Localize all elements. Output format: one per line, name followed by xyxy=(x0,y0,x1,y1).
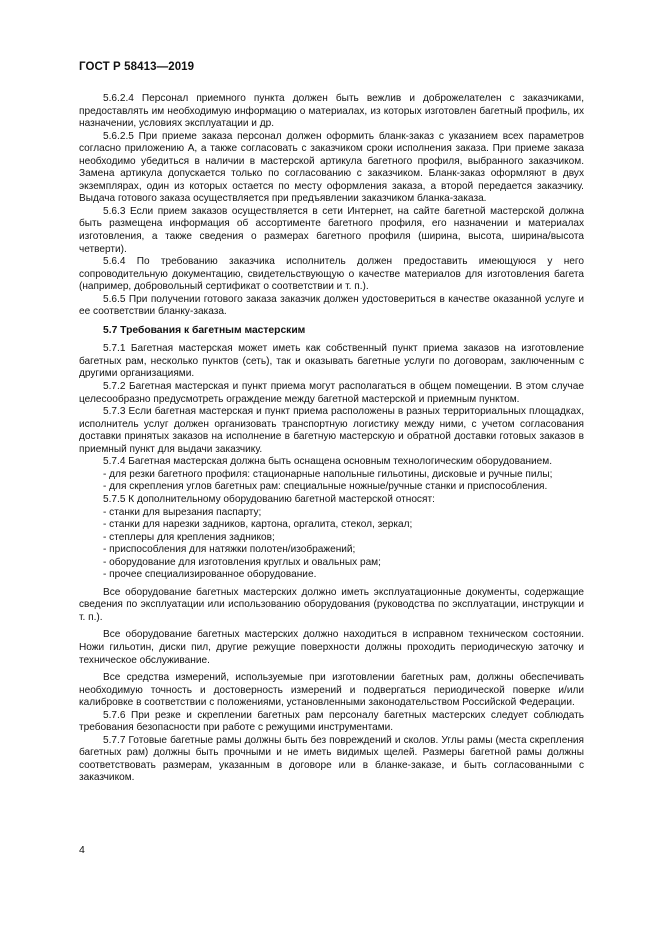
paragraph-5-6-5: 5.6.5 При получении готового заказа заказчик должен удостовериться в качестве оказанной услуге и ее соответствии бланку-заказа. xyxy=(79,293,584,318)
list-item: - станки для вырезания паспарту; xyxy=(103,506,262,518)
paragraph-5-7-6: 5.7.6 При резке и скреплении багетных рам персоналу багетных мастерских следует соблюдать требования безопасности при работе с режущими инструментами. xyxy=(79,709,584,734)
list-item: - для скрепления углов багетных рам: специальные ножные/ручные станки и приспособления. xyxy=(103,481,548,493)
paragraph-equipment-documents: Все оборудование багетных мастерских должно иметь эксплуатационные документы, содержащие сведения по эксплуатации или использованию оборудования (руководства по эксплуатации, инструкции и т. п.). xyxy=(79,586,584,623)
paragraph-5-6-2-5: 5.6.2.5 При приеме заказа персонал должен оформить бланк-заказ с указанием всех параметров согласно приложению А, а также согласовать с заказчиком сроки исполнения заказа. При приеме заказа необходимо убедиться в наличии в мастерской артикула багетного профиля, выбранного заказчиком. Замена артикула допускается только по согласованию с заказчиком. Бланк-заказ оформляют в двух экземплярах, один из которых остается по месту оформления заказа, а второй передается заказчику. Выдача готового заказа осуществляется при предъявлении заказчиком бланка-заказа. xyxy=(79,130,584,205)
section-heading-5-7: 5.7 Требования к багетным мастерским xyxy=(103,324,306,336)
list-item: - прочее специализированное оборудование. xyxy=(103,569,317,581)
paragraph-5-6-3: 5.6.3 Если прием заказов осуществляется в сети Интернет, на сайте багетной мастерской должна быть размещена информация об ассортименте багетного профиля, его назначении и материалах изготовления, а также сведения о размерах багетного профиля (ширина, высота, ширина/высота четверти). xyxy=(79,205,584,255)
list-item: - приспособления для натяжки полотен/изображений; xyxy=(103,544,356,556)
list-item: - для резки багетного профиля: стационарные напольные гильотины, дисковые и ручные пилы; xyxy=(103,468,553,480)
list-item: - оборудование для изготовления круглых и овальных рам; xyxy=(103,556,381,568)
paragraph-5-6-2-4: 5.6.2.4 Персонал приемного пункта должен быть вежлив и доброжелателен с заказчиками, предоставлять им необходимую информацию о материалах, из которых изготовлен багетный профиль, их назначении, условиях эксплуатации и др. xyxy=(79,93,584,130)
paragraph-5-7-4: 5.7.4 Багетная мастерская должна быть оснащена основным технологическим оборудованием. xyxy=(103,456,553,468)
paragraph-5-7-7: 5.7.7 Готовые багетные рамы должны быть без повреждений и сколов. Углы рамы (места скрепления багетных рам) должны быть прочными и не иметь видимых щелей. Размеры багетной рамы должны соответствовать размерам, указанным в договоре или в бланке-заказе, и быть согласованными с заказчиком. xyxy=(79,734,584,784)
paragraph-5-6-4: 5.6.4 По требованию заказчика исполнитель должен предоставить имеющуюся у него сопроводительную документацию, свидетельствующую о качестве материалов для изготовления багета (например, добровольный сертификат о соответствии и т. п.). xyxy=(79,256,584,293)
page-number: 4 xyxy=(79,844,85,856)
paragraph-equipment-condition: Все оборудование багетных мастерских должно находиться в исправном техническом состоянии. Ножи гильотин, диски пил, другие режущие поверхности должны проходить периодическую заточку и техническое обслуживание. xyxy=(79,629,584,666)
paragraph-5-7-3: 5.7.3 Если багетная мастерская и пункт приема расположены в разных территориальных площадках, исполнитель услуг должен организовать транспортную логистику между ними, с учетом согласования доставки принятых заказов на исполнение в багетную мастерскую и обратной доставки готовых заказов в приемный пункт для выдачи заказчику. xyxy=(79,406,584,455)
paragraph-5-7-2: 5.7.2 Багетная мастерская и пункт приема могут располагаться в общем помещении. В этом случае целесообразно предусмотреть ограждение между багетной мастерской и приемным пунктом. xyxy=(79,381,584,405)
document-body xyxy=(79,93,584,785)
document-header: ГОСТ Р 58413—2019 xyxy=(79,61,195,73)
paragraph-5-7-1: 5.7.1 Багетная мастерская может иметь как собственный пункт приема заказов на изготовление багетных рам, несколько пунктов (сеть), так и оказывать багетные услуги по договорам, заключенным с другими организациями. xyxy=(79,343,584,380)
paragraph-5-7-5: 5.7.5 К дополнительному оборудованию багетной мастерской относят: xyxy=(103,493,435,505)
paragraph-measuring-instruments: Все средства измерений, используемые при изготовлении багетных рам, должны обеспечивать необходимую точность и достоверность измерений и подвергаться периодической поверке и/или калибровке в соответствии с положениями, установленными законодательством Российской Федерации. xyxy=(79,672,584,709)
list-item: - степлеры для крепления задников; xyxy=(103,531,275,543)
list-item: - станки для нарезки задников, картона, оргалита, стекол, зеркал; xyxy=(103,519,413,531)
